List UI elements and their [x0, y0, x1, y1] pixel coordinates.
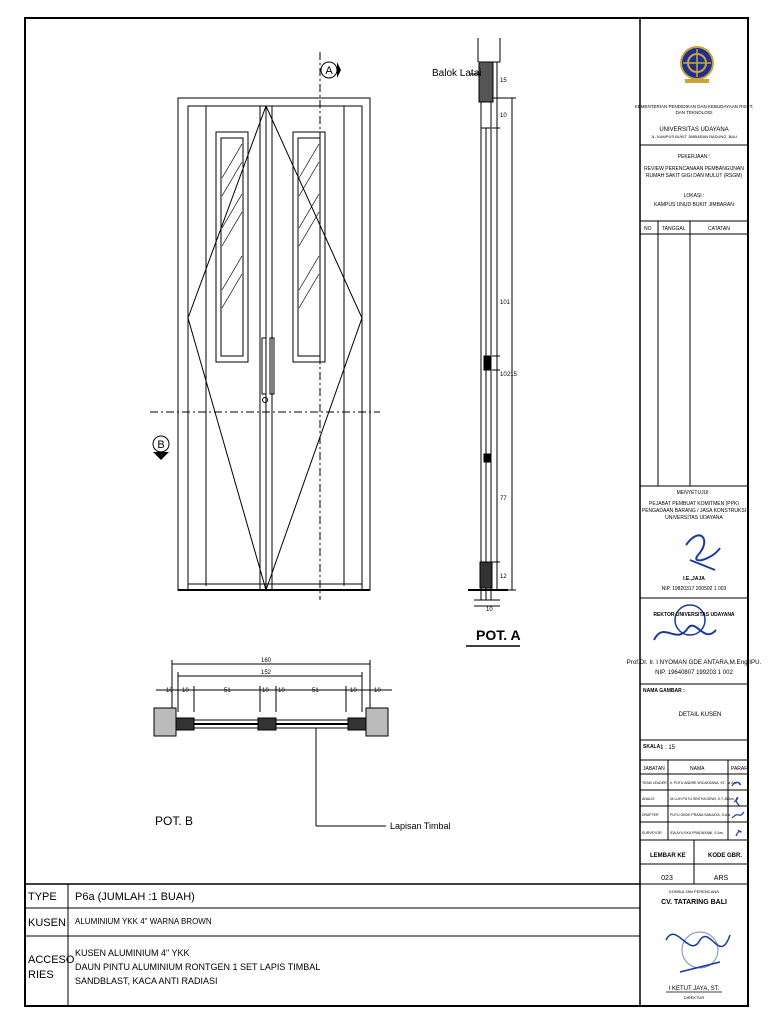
staff-jabatan: ANALIS [642, 797, 655, 801]
spec-acc-label-2: RIES [28, 969, 54, 981]
konsultan-label: KONSULTAN PERENCANA [669, 889, 719, 894]
staff-jabatan: SURVEYOR [642, 831, 662, 835]
konsultan-stamp [682, 932, 718, 968]
staff-jabatan: DRAFTER [642, 813, 659, 817]
lokasi-label: LOKASI : [683, 193, 705, 199]
spec-kusen-value: ALUMINIUM YKK 4" WARNA BROWN [75, 917, 212, 926]
ppk-line: PENGADAAN BARANG / JASA KONSTRUKSI [641, 508, 747, 514]
university-name: UNIVERSITAS UDAYANA [659, 127, 729, 133]
section-marker-b [153, 436, 169, 460]
rektor-name: Prof.Dr. Ir. I NYOMAN GDE ANTARA,M.Eng.IPU. [626, 659, 762, 666]
ppk-line: UNIVERSITAS UDAYANA [665, 515, 723, 521]
svg-text:10: 10 [166, 688, 173, 694]
skala-label: SKALA : [643, 744, 664, 750]
pekerjaan-line: RUMAH SAKIT GIGI DAN MULUT (RSGM) [645, 173, 743, 179]
section-marker-a [321, 62, 341, 78]
direktur-name: I KETUT JAYA, ST. [668, 986, 720, 992]
ministry-line: KEMENTERIAN PENDIDIKAN DAN KEBUDAYAAN RISET, [634, 104, 754, 109]
svg-text:10: 10 [374, 688, 381, 694]
svg-text:10: 10 [278, 688, 285, 694]
spec-acc-label-1: ACCESO [28, 954, 75, 966]
col-jabatan: JABATAN [643, 766, 665, 772]
ppk-signature [686, 535, 720, 570]
staff-nama: PUTU GEDE PRANA SANJAYA, S.Ars. [670, 813, 732, 817]
label-balok-latai: Balok Latai [432, 68, 482, 79]
ministry-line: DAN TEKNOLOGI [675, 110, 713, 115]
spec-type-value: P6a (JUMLAH :1 BUAH) [75, 891, 195, 903]
lembar-value: 023 [661, 875, 673, 882]
col-nama: NAMA [690, 766, 705, 772]
spec-acc-line: SANDBLAST, KACA ANTI RADIASI [75, 976, 218, 986]
svg-text:10: 10 [182, 688, 189, 694]
ppk-name: I.E.,JAJA [683, 576, 705, 582]
svg-text:51: 51 [312, 688, 319, 694]
svg-text:12: 12 [500, 574, 507, 580]
svg-text:10: 10 [350, 688, 357, 694]
university-address: JL. KAMPUS BUKIT JIMBARAN BADUNG, BALI [650, 134, 738, 139]
svg-text:10: 10 [486, 607, 493, 613]
direktur-label: DIREKTUR [683, 995, 705, 1000]
door-handle-left [262, 338, 266, 394]
lokasi-value: KAMPUS UNUD BUKIT JIMBARAN [654, 202, 734, 208]
svg-text:A: A [325, 65, 333, 77]
rektor-nip: NIP. 19640807 199203 1 002 [655, 670, 733, 676]
col-tanggal: TANGGAL [662, 226, 686, 232]
rektor-signature [654, 626, 716, 640]
section-b-detail [154, 660, 392, 826]
spec-acc-line: KUSEN ALUMINIUM 4" YKK [75, 948, 190, 958]
pot-b-title: POT. B [155, 814, 194, 828]
rektor-label: REKTOR UNIVERSITAS UDAYANA [653, 612, 735, 618]
svg-text:15: 15 [500, 78, 507, 84]
svg-text:160: 160 [260, 658, 272, 664]
label-lapisan-timbal: Lapisan Timbal [390, 821, 451, 831]
ppk-line: PEJABAT PEMBUAT KOMITMEN (PPK) [649, 501, 739, 507]
staff-nama: IDA AYU EKA PRADNYANI, S.Ars. [670, 831, 724, 835]
konsultan-name: CV. TATARING BALI [661, 899, 727, 906]
col-paraf: PARAF [731, 766, 748, 772]
ppk-nip: NIP. 19820317 200502 1 003 [661, 586, 727, 592]
svg-text:10: 10 [500, 113, 507, 119]
svg-text:10: 10 [262, 688, 269, 694]
svg-text:101: 101 [500, 300, 511, 306]
svg-text:77: 77 [500, 496, 507, 502]
lembar-label: LEMBAR KE [650, 853, 686, 859]
door-elevation [150, 52, 380, 600]
svg-text:51: 51 [224, 688, 231, 694]
spec-acc-line: DAUN PINTU ALUMINIUM RONTGEN 1 SET LAPIS TIMBAL [75, 962, 321, 972]
menyetujui-label: MENYETUJUI : [676, 490, 712, 496]
staff-table [642, 781, 738, 835]
svg-text:B: B [157, 439, 165, 451]
university-logo [681, 47, 713, 83]
nama-gambar-label: NAMA GAMBAR : [643, 688, 685, 694]
kode-value: ARS [713, 875, 729, 882]
staff-jabatan: TEAM LEADER [642, 781, 667, 785]
nama-gambar-value: DETAIL KUSEN [678, 712, 722, 718]
door-frame-inner [188, 106, 362, 590]
pekerjaan-line: REVIEW PERENCANAAN PEMBANGUNAN [644, 166, 744, 172]
svg-text:152: 152 [260, 670, 272, 676]
spec-type-label: TYPE [28, 891, 57, 903]
skala-value: 1 : 15 [660, 745, 676, 751]
svg-text:10: 10 [500, 372, 507, 378]
spec-kusen-label: KUSEN [28, 917, 66, 929]
svg-text:215: 215 [507, 372, 518, 378]
pekerjaan-label: PEKERJAAN : [677, 154, 711, 160]
col-catatan: CATATAN [708, 226, 730, 232]
staff-nama: Ir. PUTU ANDRE WICAKSANA, ST., M.Ars. [670, 781, 738, 785]
staff-nama: NI LUH PUTU SINTHA DEWI, S.T.,M.Ars. [670, 797, 735, 801]
pot-a-title: POT. A [476, 627, 521, 643]
section-a-detail [468, 38, 516, 606]
kode-label: KODE GBR. [708, 853, 743, 859]
konsultan-signature [666, 934, 730, 972]
col-no: NO [644, 226, 652, 232]
door-swing-diagram [188, 106, 362, 590]
